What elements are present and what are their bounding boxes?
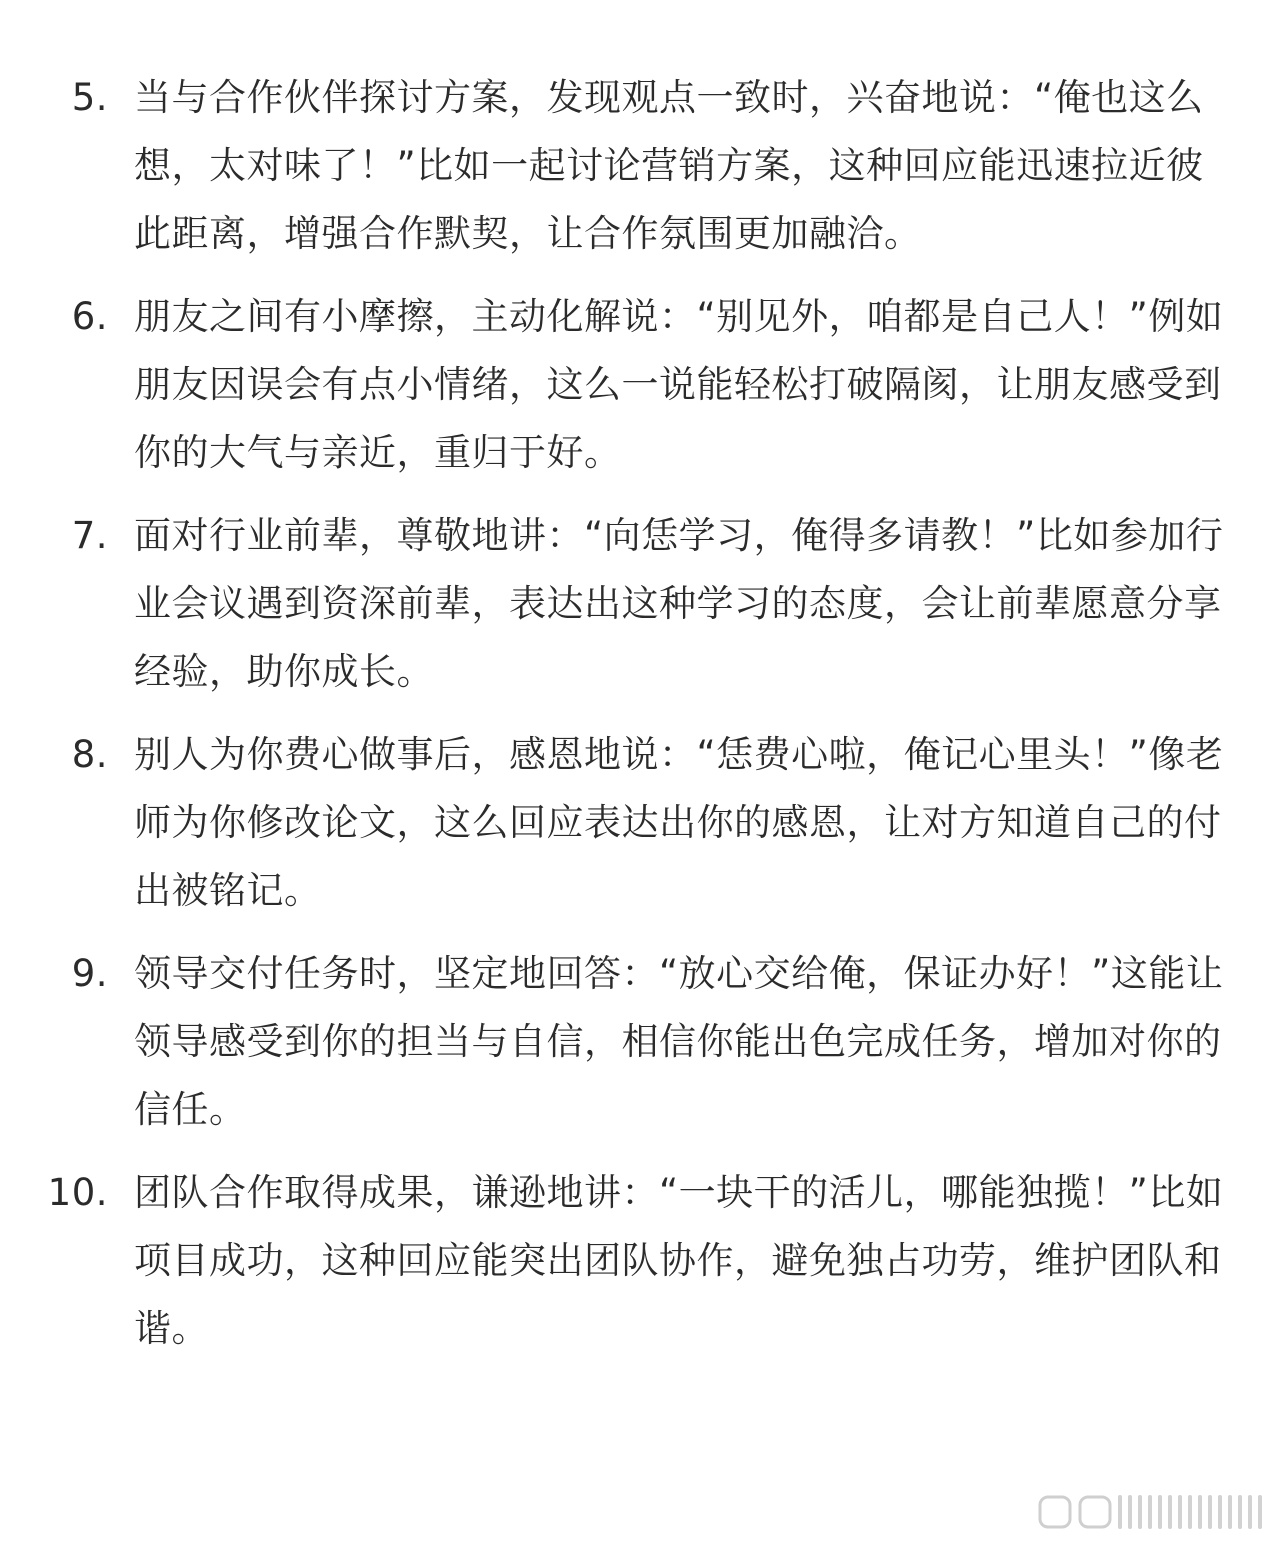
list-item-10 bbox=[0, 1159, 1284, 1363]
list-item-number: 6. bbox=[71, 295, 108, 338]
list-item-text: 当与合作伙伴探讨方案，发现观点一致时，兴奋地说：“俺也这么想，太对味了！”比如一起讨论营销方案，这种回应能迅速拉近彼此距离，增强合作默契，让合作氛围更加融洽。 bbox=[134, 76, 1204, 255]
list-item-number: 10. bbox=[47, 1171, 108, 1214]
list-item-number: 5. bbox=[71, 76, 108, 119]
list-item-text: 面对行业前辈，尊敬地讲：“向恁学习，俺得多请教！”比如参加行业会议遇到资深前辈，表达出这种学习的态度，会让前辈愿意分享经验，助你成长。 bbox=[134, 514, 1224, 693]
list-item-8 bbox=[0, 721, 1284, 925]
list-item-text: 领导交付任务时，坚定地回答：“放心交给俺，保证办好！”这能让领导感受到你的担当与自信，相信你能出色完成任务，增加对你的信任。 bbox=[134, 952, 1224, 1131]
list-item-7 bbox=[0, 502, 1284, 706]
list-item-text: 团队合作取得成果，谦逊地讲：“一块干的活儿，哪能独揽！”比如项目成功，这种回应能突出团队协作，避免独占功劳，维护团队和谐。 bbox=[134, 1171, 1224, 1350]
list-item-number: 9. bbox=[71, 952, 108, 995]
list-item-6 bbox=[0, 283, 1284, 487]
list-item-text: 朋友之间有小摩擦，主动化解说：“别见外，咱都是自己人！”例如朋友因误会有点小情绪，这么一说能轻松打破隔阂，让朋友感受到你的大气与亲近，重归于好。 bbox=[134, 295, 1224, 474]
list-item-5 bbox=[0, 64, 1284, 268]
list-item-9 bbox=[0, 940, 1284, 1144]
list-item-text: 别人为你费心做事后，感恩地说：“恁费心啦，俺记心里头！”像老师为你修改论文，这么回应表达出你的感恩，让对方知道自己的付出被铭记。 bbox=[134, 733, 1224, 912]
list-item-number: 8. bbox=[71, 733, 108, 776]
numbered-list bbox=[0, 64, 1284, 1378]
list-item-number: 7. bbox=[71, 514, 108, 557]
watermark-logo bbox=[1038, 1489, 1270, 1535]
